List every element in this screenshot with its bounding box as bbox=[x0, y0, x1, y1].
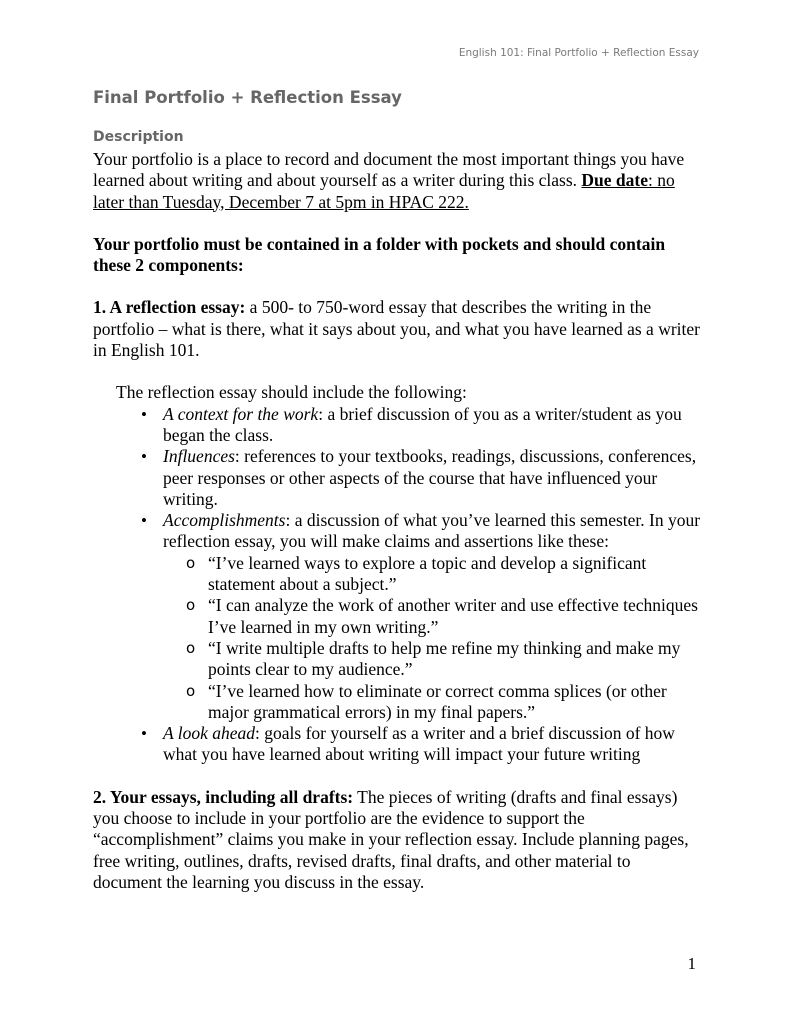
bullet-term: Influences bbox=[163, 446, 235, 467]
sub-bullet-marker: o bbox=[186, 553, 196, 572]
document-body bbox=[93, 88, 703, 893]
list-item bbox=[186, 552, 703, 596]
page-number: 1 bbox=[687, 954, 696, 973]
running-head: English 101: Final Portfolio + Reflection Essay bbox=[458, 47, 699, 59]
bullet-text: : goals for yourself as a writer and a brief discussion of how what you have learned about writing will impact your future writing bbox=[163, 723, 675, 765]
reflection-bullet-list bbox=[93, 404, 703, 766]
list-item bbox=[186, 637, 703, 681]
bullet-marker: • bbox=[141, 447, 147, 467]
list-item bbox=[141, 446, 703, 510]
description-paragraph bbox=[93, 149, 703, 213]
component-essays-drafts bbox=[93, 787, 703, 893]
component-2-text: The pieces of writing (drafts and final essays) you choose to include in your portfolio are the evidence to support the “accomplishment” claims you make in your reflection essay. Include planning pages, free writing, outlines, drafts, revised drafts, final drafts, and other material to document the learning you discuss in the essay. bbox=[93, 786, 689, 892]
list-item bbox=[141, 723, 703, 766]
claim-text: “I write multiple drafts to help me refine my thinking and make my points clear to my audience.” bbox=[208, 637, 681, 680]
claims-sublist bbox=[163, 553, 703, 723]
requirements-statement: Your portfolio must be contained in a folder with pockets and should contain these 2 components: bbox=[93, 233, 666, 276]
due-date-label: Due date bbox=[581, 170, 649, 191]
bullet-term: A context for the work bbox=[163, 403, 319, 424]
component-1-text: a 500- to 750-word essay that describes the writing in the portfolio – what is there, what it says about you, and what you have learned as a writer in English 101. bbox=[93, 297, 700, 361]
bullet-term: Accomplishments bbox=[163, 510, 286, 531]
list-item bbox=[141, 510, 703, 723]
reflection-intro: The reflection essay should include the following: bbox=[116, 382, 467, 403]
list-item bbox=[186, 595, 703, 638]
description-text: Your portfolio is a place to record and document the most important things you have learned about writing and about yourself as a writer during this class. bbox=[93, 149, 685, 191]
bullet-marker: • bbox=[141, 724, 147, 744]
claim-text: “I can analyze the work of another writer and use effective techniques I’ve learned in my own writing.” bbox=[208, 595, 698, 637]
list-item bbox=[141, 403, 703, 447]
bullet-text: : references to your textbooks, readings, discussions, conferences, peer responses or other aspects of the course that have influenced your writing. bbox=[163, 446, 697, 509]
sub-bullet-marker: o bbox=[186, 681, 196, 700]
bullet-marker: • bbox=[141, 404, 147, 424]
component-reflection-essay bbox=[93, 297, 703, 361]
sub-bullet-marker: o bbox=[186, 596, 196, 615]
due-date-text: : no later than Tuesday, December 7 at 5pm in HPAC 222. bbox=[93, 170, 675, 212]
description-heading: Description bbox=[93, 129, 184, 145]
bullet-text: : a discussion of what you’ve learned this semester. In your reflection essay, you will make claims and assertions like these: bbox=[163, 510, 701, 552]
list-item bbox=[186, 680, 703, 724]
component-2-label: 2. Your essays, including all drafts: bbox=[93, 786, 354, 807]
claim-text: “I’ve learned ways to explore a topic and develop a significant statement about a subject.” bbox=[208, 552, 647, 595]
bullet-text: : a brief discussion of you as a writer/student as you began the class. bbox=[163, 403, 682, 445]
bullet-term: A look ahead bbox=[163, 723, 256, 744]
sub-bullet-marker: o bbox=[186, 638, 196, 657]
bullet-marker: • bbox=[141, 511, 147, 531]
document-title: Final Portfolio + Reflection Essay bbox=[93, 88, 402, 107]
component-1-label: 1. A reflection essay: bbox=[93, 297, 246, 318]
claim-text: “I’ve learned how to eliminate or correct comma splices (or other major grammatical errors) in my final papers.” bbox=[208, 680, 667, 722]
